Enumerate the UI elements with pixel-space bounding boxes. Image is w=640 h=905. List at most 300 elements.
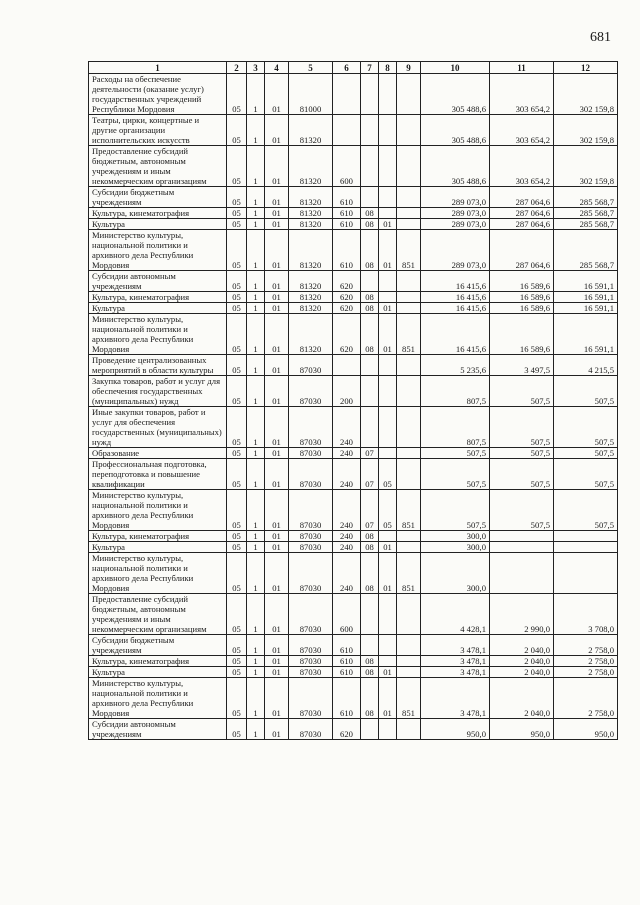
code-cell: 05 [227,314,247,355]
code-cell: 05 [227,271,247,292]
amount-cell: 16 415,6 [421,314,490,355]
row-name-cell: Культура, кинематография [89,656,227,667]
code-cell: 01 [379,678,397,719]
code-cell: 81320 [289,271,333,292]
code-cell: 81320 [289,219,333,230]
code-cell [379,146,397,187]
amount-cell: 305 488,6 [421,74,490,115]
code-cell: 1 [247,376,265,407]
code-cell: 87030 [289,594,333,635]
amount-cell: 287 064,6 [490,219,554,230]
code-cell: 240 [333,553,361,594]
table-row [89,635,618,656]
row-name-cell: Предоставление субсидий бюджетным, автономным учреждениям и иным некоммерческим организациям [89,146,227,187]
code-cell: 08 [361,553,379,594]
code-cell: 610 [333,187,361,208]
amount-cell: 16 589,6 [490,303,554,314]
code-cell: 610 [333,219,361,230]
row-name-cell: Иные закупки товаров, работ и услуг для обеспечения государственных (муниципальных) нужд [89,407,227,448]
amount-cell: 2 040,0 [490,678,554,719]
code-cell [361,719,379,740]
code-cell: 87030 [289,355,333,376]
code-cell: 1 [247,219,265,230]
amount-cell: 302 159,8 [554,115,618,146]
row-name-cell: Культура [89,219,227,230]
code-cell: 05 [227,667,247,678]
code-cell [379,656,397,667]
table-row [89,678,618,719]
code-cell: 600 [333,594,361,635]
code-cell [397,115,421,146]
code-cell: 87030 [289,678,333,719]
amount-cell: 2 758,0 [554,656,618,667]
amount-cell: 507,5 [490,490,554,531]
code-cell: 01 [265,542,289,553]
code-cell: 81320 [289,208,333,219]
code-cell: 81000 [289,74,333,115]
code-cell: 240 [333,448,361,459]
amount-cell: 950,0 [490,719,554,740]
amount-cell: 507,5 [554,448,618,459]
amount-cell: 807,5 [421,376,490,407]
code-cell: 87030 [289,448,333,459]
table-row [89,531,618,542]
table-header-row [89,62,618,74]
code-cell [397,74,421,115]
amount-cell: 3 708,0 [554,594,618,635]
code-cell: 81320 [289,314,333,355]
code-cell: 1 [247,187,265,208]
amount-cell: 507,5 [421,490,490,531]
code-cell: 01 [265,635,289,656]
code-cell: 01 [265,115,289,146]
page-number: 681 [590,30,611,45]
code-cell [333,355,361,376]
column-header: 10 [421,62,490,74]
column-header: 7 [361,62,379,74]
row-name-cell: Предоставление субсидий бюджетным, автономным учреждениям и иным некоммерческим организациям [89,594,227,635]
code-cell [397,271,421,292]
code-cell: 87030 [289,667,333,678]
code-cell: 01 [265,208,289,219]
code-cell [361,187,379,208]
code-cell: 240 [333,459,361,490]
amount-cell: 3 478,1 [421,667,490,678]
amount-cell: 16 591,1 [554,314,618,355]
code-cell: 05 [227,594,247,635]
code-cell: 08 [361,208,379,219]
column-header: 5 [289,62,333,74]
amount-cell: 2 758,0 [554,678,618,719]
code-cell: 08 [361,219,379,230]
code-cell: 1 [247,355,265,376]
amount-cell: 305 488,6 [421,146,490,187]
code-cell: 01 [265,656,289,667]
column-header: 8 [379,62,397,74]
code-cell: 05 [379,490,397,531]
amount-cell: 507,5 [554,490,618,531]
amount-cell: 2 758,0 [554,635,618,656]
row-name-cell: Культура [89,303,227,314]
amount-cell: 289 073,0 [421,187,490,208]
code-cell: 1 [247,656,265,667]
code-cell: 240 [333,407,361,448]
row-name-cell: Образование [89,448,227,459]
table-row [89,667,618,678]
code-cell [397,219,421,230]
code-cell: 610 [333,635,361,656]
code-cell: 610 [333,656,361,667]
table-row [89,208,618,219]
row-name-cell: Культура, кинематография [89,208,227,219]
code-cell: 87030 [289,719,333,740]
code-cell: 05 [227,74,247,115]
amount-cell: 507,5 [490,448,554,459]
amount-cell: 16 589,6 [490,292,554,303]
code-cell: 1 [247,314,265,355]
code-cell: 01 [379,553,397,594]
code-cell: 1 [247,459,265,490]
code-cell [361,74,379,115]
code-cell [397,719,421,740]
code-cell: 01 [379,303,397,314]
table-row [89,376,618,407]
code-cell [361,271,379,292]
code-cell: 87030 [289,531,333,542]
code-cell: 240 [333,542,361,553]
code-cell: 05 [227,719,247,740]
code-cell: 01 [379,542,397,553]
code-cell: 08 [361,542,379,553]
code-cell: 05 [227,678,247,719]
amount-cell: 507,5 [490,407,554,448]
code-cell [397,292,421,303]
amount-cell: 303 654,2 [490,74,554,115]
code-cell: 01 [379,667,397,678]
code-cell: 01 [265,292,289,303]
code-cell: 01 [265,448,289,459]
amount-cell: 302 159,8 [554,74,618,115]
table-row [89,146,618,187]
code-cell: 01 [265,146,289,187]
code-cell: 87030 [289,656,333,667]
code-cell: 05 [227,531,247,542]
code-cell: 01 [265,667,289,678]
code-cell: 01 [379,219,397,230]
table-row [89,355,618,376]
code-cell [361,355,379,376]
code-cell: 851 [397,553,421,594]
code-cell [397,146,421,187]
code-cell [379,407,397,448]
code-cell [379,635,397,656]
code-cell [333,115,361,146]
amount-cell: 3 497,5 [490,355,554,376]
code-cell [379,594,397,635]
code-cell [379,208,397,219]
code-cell [379,115,397,146]
code-cell: 1 [247,292,265,303]
amount-cell: 16 589,6 [490,271,554,292]
amount-cell: 3 478,1 [421,656,490,667]
code-cell: 01 [265,230,289,271]
code-cell: 610 [333,208,361,219]
code-cell: 1 [247,115,265,146]
amount-cell: 285 568,7 [554,187,618,208]
code-cell: 200 [333,376,361,407]
code-cell: 610 [333,230,361,271]
amount-cell [490,542,554,553]
code-cell: 240 [333,490,361,531]
code-cell: 1 [247,542,265,553]
code-cell [361,115,379,146]
amount-cell: 289 073,0 [421,230,490,271]
table-row [89,74,618,115]
amount-cell [490,531,554,542]
amount-cell: 507,5 [490,376,554,407]
code-cell [379,292,397,303]
amount-cell: 302 159,8 [554,146,618,187]
amount-cell: 507,5 [554,459,618,490]
code-cell: 620 [333,292,361,303]
code-cell [397,594,421,635]
code-cell [379,355,397,376]
code-cell: 87030 [289,542,333,553]
row-name-cell: Министерство культуры, национальной политики и архивного дела Республики Мордовия [89,678,227,719]
code-cell: 1 [247,490,265,531]
code-cell: 87030 [289,490,333,531]
code-cell: 1 [247,594,265,635]
amount-cell: 2 758,0 [554,667,618,678]
code-cell [397,542,421,553]
amount-cell: 507,5 [421,448,490,459]
code-cell: 01 [265,553,289,594]
amount-cell: 16 591,1 [554,292,618,303]
code-cell [333,74,361,115]
code-cell [397,667,421,678]
code-cell: 07 [361,490,379,531]
table-row [89,219,618,230]
amount-cell: 287 064,6 [490,187,554,208]
table-row [89,656,618,667]
code-cell: 01 [265,459,289,490]
amount-cell: 305 488,6 [421,115,490,146]
code-cell [397,208,421,219]
code-cell: 01 [265,74,289,115]
code-cell: 01 [265,490,289,531]
code-cell: 81320 [289,115,333,146]
amount-cell: 507,5 [490,459,554,490]
table-row [89,448,618,459]
row-name-cell: Культура [89,667,227,678]
table-row [89,314,618,355]
code-cell: 01 [379,314,397,355]
code-cell: 01 [265,314,289,355]
table-row [89,459,618,490]
code-cell [397,376,421,407]
row-name-cell: Министерство культуры, национальной политики и архивного дела Республики Мордовия [89,230,227,271]
row-name-cell: Министерство культуры, национальной политики и архивного дела Республики Мордовия [89,490,227,531]
amount-cell: 16 589,6 [490,314,554,355]
code-cell: 01 [265,271,289,292]
code-cell: 1 [247,719,265,740]
amount-cell: 300,0 [421,542,490,553]
amount-cell: 507,5 [554,407,618,448]
amount-cell: 285 568,7 [554,219,618,230]
code-cell: 81320 [289,230,333,271]
code-cell: 08 [361,656,379,667]
code-cell: 620 [333,303,361,314]
code-cell: 1 [247,678,265,719]
table-row [89,490,618,531]
amount-cell: 950,0 [421,719,490,740]
amount-cell: 289 073,0 [421,219,490,230]
code-cell: 1 [247,531,265,542]
code-cell [397,656,421,667]
code-cell: 05 [227,448,247,459]
code-cell [361,146,379,187]
code-cell [397,355,421,376]
column-header: 4 [265,62,289,74]
amount-cell: 16 415,6 [421,303,490,314]
code-cell [397,407,421,448]
column-header: 2 [227,62,247,74]
code-cell: 851 [397,678,421,719]
code-cell [379,271,397,292]
code-cell: 08 [361,230,379,271]
column-header: 9 [397,62,421,74]
code-cell: 01 [265,719,289,740]
amount-cell: 16 415,6 [421,271,490,292]
code-cell: 05 [227,407,247,448]
code-cell: 620 [333,719,361,740]
code-cell: 05 [227,355,247,376]
code-cell: 05 [227,553,247,594]
amount-cell: 4 428,1 [421,594,490,635]
amount-cell: 287 064,6 [490,208,554,219]
code-cell: 01 [265,355,289,376]
code-cell: 851 [397,230,421,271]
amount-cell: 303 654,2 [490,146,554,187]
code-cell [379,187,397,208]
row-name-cell: Субсидии автономным учреждениям [89,271,227,292]
code-cell [397,635,421,656]
row-name-cell: Профессиональная подготовка, переподготовка и повышение квалификации [89,459,227,490]
table-row [89,187,618,208]
amount-cell: 507,5 [421,459,490,490]
code-cell: 05 [227,635,247,656]
code-cell: 610 [333,667,361,678]
code-cell: 81320 [289,187,333,208]
code-cell: 87030 [289,553,333,594]
code-cell: 01 [265,303,289,314]
code-cell: 08 [361,667,379,678]
code-cell: 01 [265,531,289,542]
code-cell [379,448,397,459]
code-cell: 08 [361,678,379,719]
code-cell: 05 [227,187,247,208]
code-cell: 01 [379,230,397,271]
code-cell: 05 [227,219,247,230]
table-body [89,74,618,740]
code-cell [379,719,397,740]
code-cell [397,187,421,208]
row-name-cell: Субсидии бюджетным учреждениям [89,187,227,208]
code-cell: 08 [361,314,379,355]
row-name-cell: Субсидии автономным учреждениям [89,719,227,740]
code-cell [361,376,379,407]
row-name-cell: Культура, кинематография [89,292,227,303]
row-name-cell: Театры, цирки, концертные и другие организации исполнительских искусств [89,115,227,146]
code-cell: 05 [227,542,247,553]
code-cell: 05 [227,115,247,146]
code-cell: 620 [333,271,361,292]
amount-cell: 5 235,6 [421,355,490,376]
table-row [89,230,618,271]
row-name-cell: Субсидии бюджетным учреждениям [89,635,227,656]
row-name-cell: Проведение централизованных мероприятий в области культуры [89,355,227,376]
table-row [89,553,618,594]
code-cell: 81320 [289,303,333,314]
amount-cell: 287 064,6 [490,230,554,271]
code-cell: 1 [247,271,265,292]
amount-cell: 807,5 [421,407,490,448]
table-row [89,407,618,448]
code-cell: 05 [227,490,247,531]
code-cell [397,448,421,459]
code-cell [397,459,421,490]
row-name-cell: Культура, кинематография [89,531,227,542]
code-cell: 08 [361,531,379,542]
code-cell: 1 [247,667,265,678]
table-row [89,292,618,303]
code-cell [397,303,421,314]
code-cell: 01 [265,678,289,719]
code-cell [361,594,379,635]
code-cell: 1 [247,303,265,314]
amount-cell: 16 415,6 [421,292,490,303]
code-cell [361,635,379,656]
amount-cell: 2 040,0 [490,667,554,678]
code-cell: 87030 [289,376,333,407]
code-cell: 01 [265,219,289,230]
code-cell: 1 [247,230,265,271]
column-header: 11 [490,62,554,74]
amount-cell: 285 568,7 [554,208,618,219]
code-cell: 851 [397,314,421,355]
code-cell: 01 [265,187,289,208]
code-cell: 600 [333,146,361,187]
code-cell: 01 [265,376,289,407]
amount-cell: 300,0 [421,531,490,542]
column-header: 3 [247,62,265,74]
code-cell: 05 [227,146,247,187]
code-cell: 240 [333,531,361,542]
code-cell [379,74,397,115]
amount-cell: 3 478,1 [421,635,490,656]
code-cell: 05 [227,292,247,303]
code-cell [379,376,397,407]
amount-cell [490,553,554,594]
row-name-cell: Расходы на обеспечение деятельности (оказание услуг) государственных учреждений Республики Мордовия [89,74,227,115]
code-cell: 1 [247,448,265,459]
code-cell: 05 [227,656,247,667]
code-cell: 1 [247,407,265,448]
table-row [89,303,618,314]
code-cell: 1 [247,208,265,219]
amount-cell [554,531,618,542]
code-cell: 05 [227,459,247,490]
